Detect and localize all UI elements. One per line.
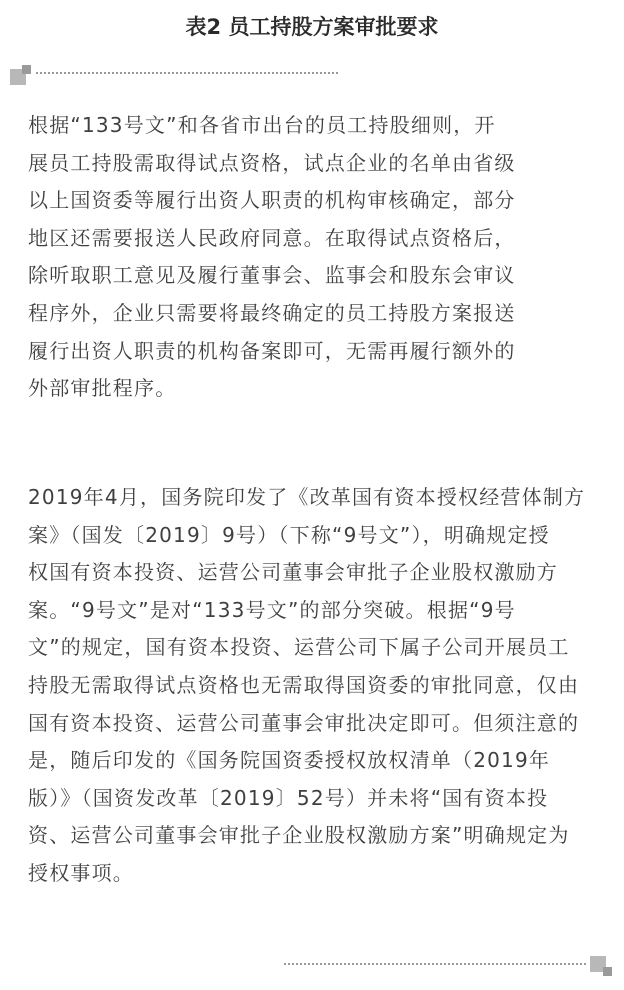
paragraph-line: 案》（国发〔2019〕9号）（下称“9号文”），明确规定授 xyxy=(28,522,550,547)
paragraph-2 xyxy=(28,479,596,893)
paragraph-1 xyxy=(28,107,596,408)
paragraph-line: 地区还需要报送人民政府同意。在取得试点资格后， xyxy=(28,225,516,250)
paragraph-line: 外部审批程序。 xyxy=(28,376,177,401)
bottom-divider-ornament xyxy=(284,951,614,977)
paragraph-line: 是，随后印发的《国务院国资委授权放权清单（2019年 xyxy=(28,748,551,773)
paragraph-line: 2019年4月，国务院印发了《改革国有资本授权经营体制方 xyxy=(28,485,586,509)
paragraph-line: 程序外，企业只需要将最终确定的员工持股方案报送 xyxy=(28,300,516,325)
paragraph-line: 版）》（国资发改革〔2019〕52号）并未将“国有资本投 xyxy=(28,785,549,810)
dotted-line xyxy=(36,72,338,74)
document-title: 表2 员工持股方案审批要求 xyxy=(185,15,439,39)
ornament-square-small xyxy=(603,967,612,976)
top-divider-ornament xyxy=(10,65,340,87)
paragraph-line: 履行出资人职责的机构备案即可，无需再履行额外的 xyxy=(28,338,516,363)
paragraph-line: 除听取职工意见及履行董事会、监事会和股东会审议 xyxy=(28,263,516,288)
paragraph-line: 授权事项。 xyxy=(28,860,134,885)
paragraph-line: 权国有资本投资、运营公司董事会审批子企业股权激励方 xyxy=(28,560,558,585)
paragraph-line: 根据“133号文”和各省市出台的员工持股细则，开 xyxy=(28,113,496,137)
paragraph-line: 案。“9号文”是对“133号文”的部分突破。根据“9号 xyxy=(28,597,516,622)
paragraph-line: 文”的规定，国有资本投资、运营公司下属子公司开展员工 xyxy=(28,635,570,660)
paragraph-line: 展员工持股需取得试点资格，试点企业的名单由省级 xyxy=(28,150,516,175)
paragraph-line: 资、运营公司董事会审批子企业股权激励方案”明确规定为 xyxy=(28,823,570,848)
ornament-square-small xyxy=(22,65,31,74)
dotted-line xyxy=(284,963,586,965)
paragraph-line: 持股无需取得试点资格也无需取得国资委的审批同意，仅由 xyxy=(28,672,580,697)
paragraph-line: 国有资本投资、运营公司董事会审批决定即可。但须注意的 xyxy=(28,710,580,735)
paragraph-line: 以上国资委等履行出资人职责的机构审核确定，部分 xyxy=(28,188,516,213)
